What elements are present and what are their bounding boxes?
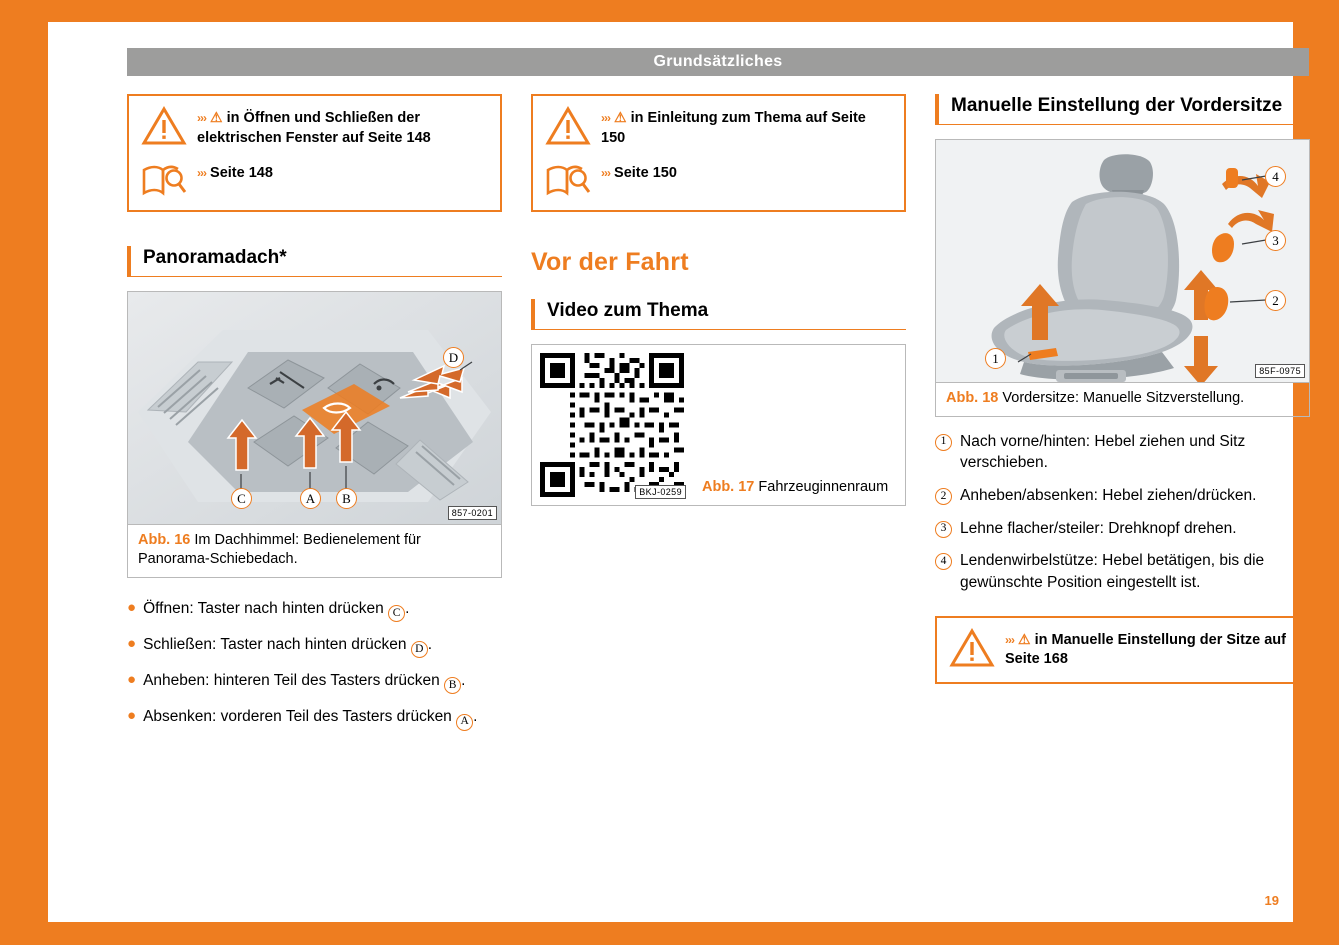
marker-b: B xyxy=(444,677,461,694)
callout-b: B xyxy=(336,488,357,509)
list-item xyxy=(935,431,1310,474)
figure-18-caption xyxy=(936,382,1309,416)
callout-3: 3 xyxy=(1265,230,1286,251)
section-title-panoramadach: Panoramadach* xyxy=(127,246,502,277)
figure-16-caption-text: Im Dachhimmel: Bedienelement für Panorama-Schiebedach. xyxy=(138,531,421,567)
warning-text: ››› ⚠ in Öffnen und Schließen der elektrischen Fenster auf Seite 148 xyxy=(197,109,431,146)
bullet-list-panoramadach xyxy=(127,598,502,731)
callout-4: 4 xyxy=(1265,166,1286,187)
callout-2: 2 xyxy=(1265,290,1286,311)
list-item xyxy=(127,598,502,622)
bullet-text-after: . xyxy=(473,708,478,726)
figure-16-image xyxy=(128,292,501,524)
figure-16-code: 857-0201 xyxy=(448,506,497,520)
figure-17-caption xyxy=(692,345,905,505)
page-header: Grundsätzliches xyxy=(127,48,1309,76)
callout-1: 1 xyxy=(985,348,1006,369)
bullet-dot: ● xyxy=(127,671,137,689)
figure-18-image xyxy=(936,140,1309,382)
reference-text-value: Seite 150 xyxy=(614,165,677,182)
marker-1: 1 xyxy=(935,434,952,451)
warning-box-intro xyxy=(531,94,906,212)
figure-16 xyxy=(127,291,502,578)
warning-box-seats xyxy=(935,616,1310,684)
list-item-text: Anheben/absenken: Hebel ziehen/drücken. xyxy=(960,486,1257,504)
document-page xyxy=(48,22,1301,922)
list-item xyxy=(935,485,1310,507)
list-item xyxy=(127,634,502,658)
warning-text-value: in Öffnen und Schließen der elektrischen Fenster auf Seite 148 xyxy=(197,110,431,146)
bullet-text-before: Absenken: vorderen Teil des Tasters drücken xyxy=(143,708,457,726)
list-item-text: Lendenwirbelstütze: Hebel betätigen, bis die gewünschte Position eingestellt ist. xyxy=(960,552,1265,592)
bullet-text xyxy=(143,670,465,694)
bullet-text xyxy=(143,598,409,622)
bullet-text-before: Schließen: Taster nach hinten drücken xyxy=(143,635,411,653)
bullet-text-before: Öffnen: Taster nach hinten drücken xyxy=(143,599,389,617)
callout-a: A xyxy=(300,488,321,509)
figure-18-code: 85F-0975 xyxy=(1255,364,1305,378)
warning-row xyxy=(545,106,892,148)
reference-text: ››› Seite 148 xyxy=(197,165,273,182)
list-item-text: Lehne flacher/steiler: Drehknopf drehen. xyxy=(960,519,1237,537)
marker-2: 2 xyxy=(935,488,952,505)
callout-d: D xyxy=(443,347,464,368)
bullet-text xyxy=(143,706,477,730)
book-magnifier-icon xyxy=(545,162,591,198)
bullet-text-before: Anheben: hinteren Teil des Tasters drücken xyxy=(143,672,445,690)
column-2 xyxy=(531,94,906,743)
figure-17-number: Abb. 17 xyxy=(702,479,755,496)
figure-18 xyxy=(935,139,1310,417)
section-title-vordersitze: Manuelle Einstellung der Vordersitze xyxy=(935,94,1310,125)
bullet-dot: ● xyxy=(127,634,137,652)
list-item-text: Nach vorne/hinten: Hebel ziehen und Sitz verschieben. xyxy=(960,432,1246,472)
figure-16-number: Abb. 16 xyxy=(138,531,191,548)
marker-d: D xyxy=(411,641,428,658)
list-item xyxy=(935,550,1310,593)
book-magnifier-icon xyxy=(141,162,187,198)
bullet-dot: ● xyxy=(127,707,137,725)
list-item xyxy=(935,518,1310,540)
warning-text-value: in Einleitung zum Thema auf Seite 150 xyxy=(601,110,866,146)
bullet-text xyxy=(143,634,432,658)
warning-box-windows xyxy=(127,94,502,212)
column-1 xyxy=(127,94,502,743)
marker-3: 3 xyxy=(935,521,952,538)
warning-row xyxy=(949,628,1296,670)
warning-triangle-icon xyxy=(545,106,591,146)
bullet-text-after: . xyxy=(427,635,433,653)
reference-text: ››› Seite 150 xyxy=(601,165,677,182)
bullet-text-after: . xyxy=(461,672,466,690)
marker-c: C xyxy=(388,605,405,622)
reference-row xyxy=(545,162,892,198)
bullet-dot: ● xyxy=(127,598,137,616)
column-3 xyxy=(935,94,1310,743)
figure-18-caption-text: Vordersitze: Manuelle Sitzverstellung. xyxy=(1002,389,1245,406)
figure-18-number: Abb. 18 xyxy=(946,389,999,406)
content-columns xyxy=(127,94,1310,743)
figure-17 xyxy=(531,344,906,506)
qr-figure xyxy=(532,345,905,505)
figure-16-caption xyxy=(128,524,501,577)
figure-17-code: BKJ-0259 xyxy=(635,485,686,499)
marker-4: 4 xyxy=(935,553,952,570)
callout-c: C xyxy=(231,488,252,509)
page-number: 19 xyxy=(1264,893,1279,908)
qr-code xyxy=(532,345,692,505)
heading-vor-der-fahrt: Vor der Fahrt xyxy=(531,248,689,277)
reference-row xyxy=(141,162,488,198)
warning-text: ››› ⚠ in Manuelle Einstellung der Sitze auf Seite 168 xyxy=(1005,630,1286,668)
figure-17-caption-text: Fahrzeuginnenraum xyxy=(758,479,889,496)
warning-triangle-icon xyxy=(141,106,187,146)
section-title-video: Video zum Thema xyxy=(531,299,906,330)
numbered-list-seat xyxy=(935,431,1310,594)
warning-text-value: in Manuelle Einstellung der Sitze auf Seite 168 xyxy=(1005,631,1286,668)
marker-a: A xyxy=(456,714,473,731)
warning-text: ››› ⚠ in Einleitung zum Thema auf Seite 150 xyxy=(601,109,866,146)
reference-text-value: Seite 148 xyxy=(210,165,273,182)
list-item xyxy=(127,670,502,694)
list-item xyxy=(127,706,502,730)
warning-triangle-icon xyxy=(949,628,995,668)
bullet-text-after: . xyxy=(405,599,410,617)
warning-row xyxy=(141,106,488,148)
